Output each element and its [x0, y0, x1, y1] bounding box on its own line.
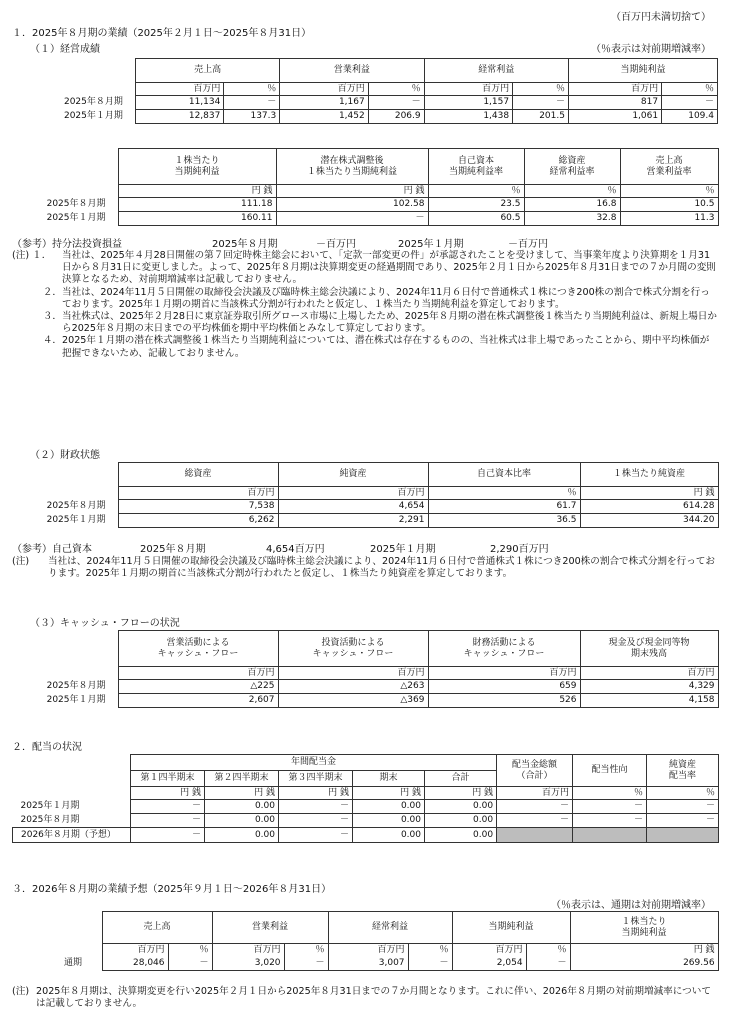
table-row	[12, 96, 718, 110]
value-cell: 1,438	[424, 110, 512, 124]
unit-cell: ％	[573, 787, 647, 800]
unit-cell: 円 銭	[276, 185, 428, 198]
value-cell: －	[647, 814, 719, 828]
col-header: 売上高 営業利益率	[620, 149, 718, 185]
unit-cell: 円 銭	[279, 787, 353, 800]
unit-cell: ％	[620, 185, 718, 198]
table-row	[13, 814, 719, 828]
row-label: 2025年８月期	[46, 199, 106, 210]
col-header: 第１四半期末	[131, 771, 205, 787]
row-label: 2025年１月期	[63, 111, 123, 122]
unit-cell: ％	[662, 83, 718, 96]
unit-cell: 円 銭	[580, 487, 718, 500]
value-cell: 0.00	[205, 814, 279, 828]
value-cell: －	[662, 96, 718, 110]
value-cell: 4,329	[580, 680, 718, 694]
value-cell: 61.7	[428, 500, 580, 514]
value-cell: △369	[278, 694, 428, 708]
value-cell: 1,157	[424, 96, 512, 110]
value-cell: 817	[568, 96, 661, 110]
col-header: 第３四半期末	[279, 771, 353, 787]
note-text: 当社株式は、2025年２月28日に東京証券取引所グロース市場に上場したため、2025年８月期の潜在株式調整後１株当たり当期純利益は、新規上場日から2025年８月期の末日までの平均株価を期中平均株価とみなして算定しております。	[62, 311, 717, 335]
unit-cell: ％	[168, 944, 212, 957]
col-header: 経常利益	[328, 912, 452, 944]
operating-results-table	[12, 58, 718, 124]
table-row	[12, 957, 718, 971]
col-header: 営業活動による キャッシュ・フロー	[118, 631, 278, 667]
value-cell: －	[408, 957, 452, 971]
value-cell: 614.28	[580, 500, 718, 514]
value-cell: 526	[428, 694, 580, 708]
col-header: 営業利益	[212, 912, 328, 944]
reference-period: 2025年１月期	[370, 544, 436, 555]
col-header: 当期純利益	[568, 59, 717, 83]
unit-cell: 百万円	[452, 944, 526, 957]
row-label: 2025年１月期	[46, 695, 106, 706]
col-header: 第２四半期末	[205, 771, 279, 787]
row-label: 2025年８月期	[46, 681, 106, 692]
value-cell: 0.00	[205, 828, 279, 843]
unit-cell: 円 銭	[131, 787, 205, 800]
table-row	[12, 212, 718, 226]
table-row	[12, 514, 718, 528]
col-header: 営業利益	[280, 59, 424, 83]
unit-cell: 円 銭	[425, 787, 497, 800]
value-cell: 1,167	[280, 96, 368, 110]
note-number: ４．	[42, 335, 62, 347]
col-header: 総資産 経常利益率	[524, 149, 620, 185]
value-cell: －	[279, 814, 353, 828]
value-cell: 102.58	[276, 198, 428, 212]
value-cell: 11.3	[620, 212, 718, 226]
row-label: 2025年８月期	[20, 815, 80, 826]
value-cell: 7,538	[118, 500, 278, 514]
col-header: 財務活動による キャッシュ・フロー	[428, 631, 580, 667]
col-header: 純資産	[278, 463, 428, 487]
unit-cell: ％	[524, 185, 620, 198]
value-cell: 137.3	[224, 110, 280, 124]
unit-cell: 百万円	[212, 944, 284, 957]
reference-period: 2025年１月期	[398, 239, 464, 250]
table-row	[12, 110, 718, 124]
unit-cell: ％	[224, 83, 280, 96]
value-cell: 269.56	[570, 957, 718, 971]
unit-cell: 百万円	[428, 667, 580, 680]
col-header: 経常利益	[424, 59, 568, 83]
table-row	[12, 694, 718, 708]
value-cell: －	[497, 800, 573, 814]
note-text: 2025年１月期の潜在株式調整後１株当たり当期純利益については、潜在株式は存在するものの、当社株式は非上場であったことから、期中平均株価が把握できないため、記載しておりません。	[62, 335, 710, 359]
col-group-header: 年間配当金	[131, 755, 497, 771]
value-cell: 0.00	[205, 800, 279, 814]
value-cell: △225	[118, 680, 278, 694]
value-cell: 0.00	[353, 828, 425, 843]
row-label: 2025年８月期	[46, 501, 106, 512]
value-cell: －	[279, 828, 353, 843]
dividends-table	[12, 754, 719, 843]
value-cell: －	[513, 96, 569, 110]
col-header: 配当金総額 （合計）	[497, 755, 573, 787]
note-text: 2025年８月期は、決算期変更を行い2025年２月１日から2025年８月31日までの７か月間となります。これに伴い、2026年８月期の対前期増減率については記載しておりません。	[36, 986, 711, 1010]
reference-period: 2025年８月期	[140, 544, 206, 555]
col-header: １株当たり 当期純利益	[118, 149, 276, 185]
col-header: 配当性向	[573, 755, 647, 787]
value-cell: 4,654	[278, 500, 428, 514]
value-cell: 344.20	[580, 514, 718, 528]
col-header: 売上高	[135, 59, 279, 83]
financial-position-subtitle: （２）財政状態	[30, 450, 100, 461]
per-share-table	[12, 148, 719, 226]
col-header: 自己資本比率	[428, 463, 580, 487]
unit-note: （百万円未満切捨て）	[611, 12, 711, 23]
row-label: 2025年１月期	[46, 515, 106, 526]
unit-cell: 百万円	[118, 667, 278, 680]
value-cell: 11,134	[135, 96, 223, 110]
value-cell: 160.11	[118, 212, 276, 226]
shaded-cell	[497, 828, 573, 843]
value-cell: －	[224, 96, 280, 110]
unit-cell: 百万円	[497, 787, 573, 800]
col-header: 現金及び現金同等物 期末残高	[580, 631, 718, 667]
unit-cell: 百万円	[135, 83, 223, 96]
unit-cell: 百万円	[102, 944, 168, 957]
notes-1	[12, 250, 718, 360]
section-1-title: １．2025年８月期の業績（2025年２月１日～2025年８月31日）	[12, 28, 312, 39]
value-cell: －	[131, 800, 205, 814]
value-cell: 32.8	[524, 212, 620, 226]
reference-value: －百万円	[316, 239, 356, 250]
note-number: (注)	[12, 986, 30, 997]
value-cell: 23.5	[428, 198, 524, 212]
unit-cell: 円 銭	[118, 185, 276, 198]
row-label: 2025年１月期	[46, 213, 106, 224]
value-cell: －	[168, 957, 212, 971]
col-header: 投資活動による キャッシュ・フロー	[278, 631, 428, 667]
pct-note: （％表示は対前期増減率）	[591, 44, 711, 55]
value-cell: －	[368, 96, 424, 110]
unit-cell: 円 銭	[570, 944, 718, 957]
financial-position-table	[12, 462, 719, 528]
value-cell: －	[647, 800, 719, 814]
value-cell: 0.00	[353, 814, 425, 828]
forecast-table	[12, 911, 719, 971]
forecast-title: ３．2026年８月期の業績予想（2025年９月１日～2026年８月31日）	[12, 884, 332, 895]
value-cell: －	[573, 800, 647, 814]
unit-cell: 百万円	[568, 83, 661, 96]
unit-cell: 百万円	[328, 944, 408, 957]
col-header: １株当たり純資産	[580, 463, 718, 487]
row-label: 2026年８月期（予想）	[13, 828, 131, 843]
value-cell: 111.18	[118, 198, 276, 212]
value-cell: 6,262	[118, 514, 278, 528]
value-cell: 2,291	[278, 514, 428, 528]
note-number: ３．	[42, 311, 62, 323]
reference-value: 4,654百万円	[266, 544, 325, 555]
unit-cell: ％	[408, 944, 452, 957]
value-cell: 206.9	[368, 110, 424, 124]
value-cell: －	[497, 814, 573, 828]
unit-cell: 百万円	[278, 487, 428, 500]
col-header: 売上高	[102, 912, 212, 944]
unit-cell: 百万円	[580, 667, 718, 680]
value-cell: 28,046	[102, 957, 168, 971]
value-cell: 60.5	[428, 212, 524, 226]
value-cell: －	[276, 212, 428, 226]
value-cell: 0.00	[425, 828, 497, 843]
value-cell: 1,452	[280, 110, 368, 124]
unit-cell: 百万円	[118, 487, 278, 500]
col-header: 当期純利益	[452, 912, 570, 944]
note-number: (注) １．	[12, 250, 52, 261]
value-cell: △263	[278, 680, 428, 694]
unit-cell: ％	[513, 83, 569, 96]
unit-cell: 円 銭	[353, 787, 425, 800]
value-cell: 36.5	[428, 514, 580, 528]
row-label: 通期	[64, 958, 83, 969]
note-text: 当社は、2024年11月５日開催の取締役会決議及び臨時株主総会決議により、2024年11月６日付で普通株式１株につき200株の割合で株式分割を行っております。2025年１月期の期首に当該株式分割が行われたと仮定し、１株当たり当期純利益を算定しております。	[62, 286, 710, 310]
col-header: 自己資本 当期純利益率	[428, 149, 524, 185]
col-header: 総資産	[118, 463, 278, 487]
value-cell: 12,837	[135, 110, 223, 124]
unit-cell: ％	[428, 185, 524, 198]
value-cell: 2,607	[118, 694, 278, 708]
unit-cell: ％	[368, 83, 424, 96]
value-cell: 0.00	[353, 800, 425, 814]
value-cell: 0.00	[425, 814, 497, 828]
cash-flow-table	[12, 630, 719, 708]
operating-results-subtitle: （１）経営成績	[30, 44, 100, 55]
table-row	[12, 500, 718, 514]
table-row	[12, 198, 718, 212]
note-number: (注)	[12, 556, 33, 567]
col-header: 潜在株式調整後 １株当たり当期純利益	[276, 149, 428, 185]
value-cell: －	[279, 800, 353, 814]
forecast-pct-note: （％表示は、通期は対前期増減率）	[551, 900, 711, 911]
reference-value: 2,290百万円	[490, 544, 549, 555]
value-cell: 2,054	[452, 957, 526, 971]
unit-cell: ％	[647, 787, 719, 800]
table-row	[12, 680, 718, 694]
col-header: 期末	[353, 771, 425, 787]
value-cell: 1,061	[568, 110, 661, 124]
shaded-cell	[573, 828, 647, 843]
unit-cell: 百万円	[278, 667, 428, 680]
col-header: 純資産 配当率	[647, 755, 719, 787]
notes-3	[12, 986, 718, 1010]
table-row	[13, 828, 719, 843]
value-cell: 10.5	[620, 198, 718, 212]
row-label: 2025年１月期	[20, 801, 80, 812]
value-cell: －	[131, 828, 205, 843]
value-cell: 659	[428, 680, 580, 694]
value-cell: 16.8	[524, 198, 620, 212]
unit-cell: 円 銭	[205, 787, 279, 800]
reference-period: 2025年８月期	[212, 239, 278, 250]
value-cell: 109.4	[662, 110, 718, 124]
value-cell: －	[573, 814, 647, 828]
row-label: 2025年８月期	[63, 97, 123, 108]
unit-cell: 百万円	[424, 83, 512, 96]
value-cell: －	[526, 957, 570, 971]
notes-2	[12, 556, 718, 580]
cash-flow-subtitle: （３）キャッシュ・フローの状況	[30, 618, 180, 629]
value-cell: 4,158	[580, 694, 718, 708]
unit-cell: ％	[526, 944, 570, 957]
shaded-cell	[647, 828, 719, 843]
dividends-title: ２．配当の状況	[12, 742, 82, 753]
unit-cell: 百万円	[280, 83, 368, 96]
value-cell: 3,020	[212, 957, 284, 971]
value-cell: 3,007	[328, 957, 408, 971]
value-cell: 0.00	[425, 800, 497, 814]
reference-label: （参考）自己資本	[12, 544, 92, 555]
reference-value: －百万円	[508, 239, 548, 250]
col-header: １株当たり 当期純利益	[570, 912, 718, 944]
table-row	[13, 800, 719, 814]
note-number: ２．	[42, 286, 62, 298]
value-cell: －	[131, 814, 205, 828]
value-cell: －	[284, 957, 328, 971]
col-header: 合計	[425, 771, 497, 787]
note-text: 当社は、2024年11月５日開催の取締役会決議及び臨時株主総会決議により、2024年11月６日付で普通株式１株につき200株の割合で株式分割を行っております。2025年１月期の期首に当該株式分割が行われたと仮定し、１株当たり純資産を算定しております。	[48, 556, 715, 580]
reference-label: （参考）持分法投資損益	[12, 239, 122, 250]
unit-cell: ％	[428, 487, 580, 500]
unit-cell: ％	[284, 944, 328, 957]
note-text: 当社は、2025年４月28日開催の第７回定時株主総会において、「定款一部変更の件」が承認されたことを受けまして、当事業年度より決算期を１月31日から８月31日に変更しました。よって、2025年８月期は決算期変更の経過期間であり、2025年２月１日から2025年８月31日までの７か月間の変則決算となるため、対前期増減率は記載しておりません。	[62, 250, 716, 286]
value-cell: 201.5	[513, 110, 569, 124]
